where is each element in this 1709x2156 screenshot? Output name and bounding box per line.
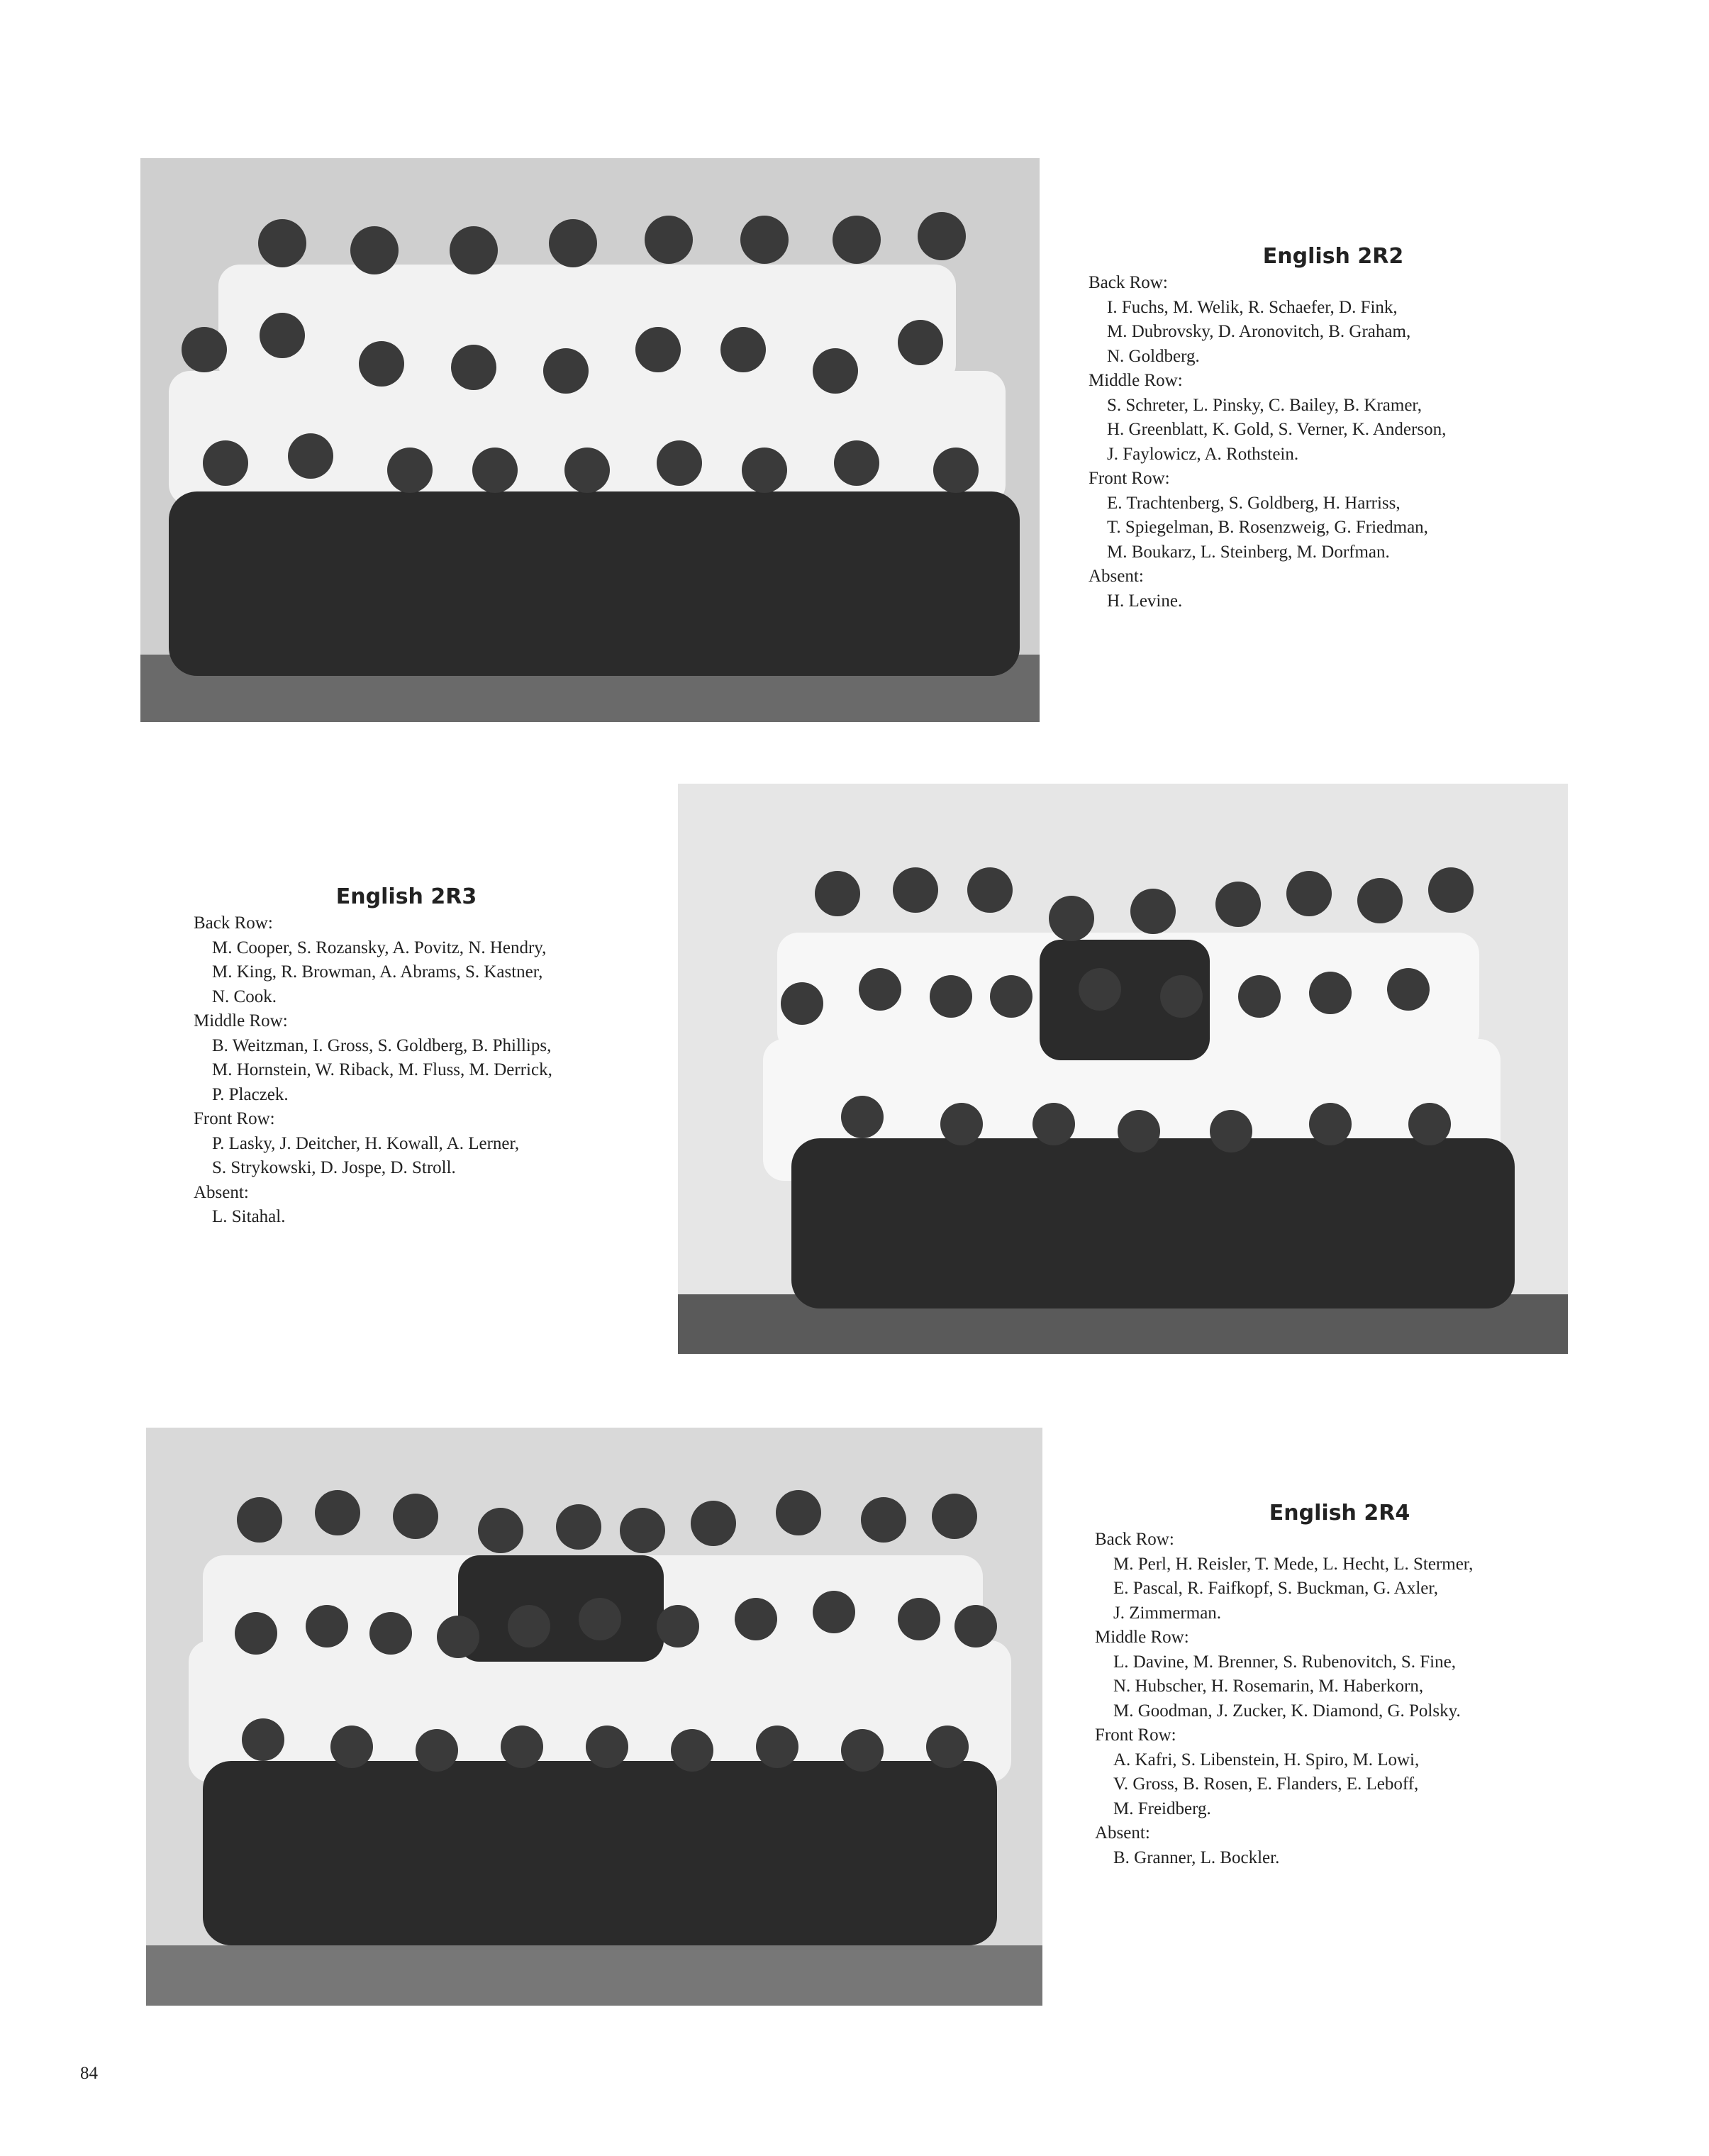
page-number: 84 <box>80 2064 98 2083</box>
back-row-label: Back Row: <box>1089 273 1168 292</box>
front-row-names-line: V. Gross, B. Rosen, E. Flanders, E. Leboff, <box>1113 1774 1419 1794</box>
middle-row-names-line: N. Hubscher, H. Rosemarin, M. Haberkorn, <box>1113 1677 1424 1696</box>
front-row-names-line: M. Freidberg. <box>1113 1799 1211 1818</box>
class-photo-2r2 <box>140 158 1040 722</box>
back-row-names-line: M. King, R. Browman, A. Abrams, S. Kastner, <box>212 962 543 982</box>
absent-names-line: H. Levine. <box>1107 591 1183 611</box>
middle-row-names-line: J. Faylowicz, A. Rothstein. <box>1107 444 1299 464</box>
back-row-names-line: M. Perl, H. Reisler, T. Mede, L. Hecht, L. Stermer, <box>1113 1554 1474 1574</box>
front-row-label: Front Row: <box>1089 469 1170 488</box>
class-photo-2r3-illustration <box>678 784 1568 1354</box>
class-photo-2r2-illustration <box>140 158 1040 722</box>
back-row-names-line: N. Goldberg. <box>1107 346 1200 366</box>
section-title: English 2R3 <box>335 884 477 909</box>
front-row-names-line: S. Strykowski, D. Jospe, D. Stroll. <box>212 1158 456 1177</box>
back-row-label: Back Row: <box>194 913 273 933</box>
section-title: English 2R2 <box>1262 244 1404 269</box>
absent-label: Absent: <box>1089 567 1144 586</box>
absent-label: Absent: <box>194 1182 249 1202</box>
middle-row-label: Middle Row: <box>1095 1628 1189 1647</box>
absent-label: Absent: <box>1095 1823 1150 1843</box>
middle-row-names-line: L. Davine, M. Brenner, S. Rubenovitch, S. Fine, <box>1113 1652 1456 1672</box>
class-photo-2r4 <box>146 1428 1042 2006</box>
front-row-names-line: M. Boukarz, L. Steinberg, M. Dorfman. <box>1107 542 1390 562</box>
back-row-names-line: M. Dubrovsky, D. Aronovitch, B. Graham, <box>1107 322 1411 341</box>
back-row-names-line: M. Cooper, S. Rozansky, A. Povitz, N. Hendry, <box>212 938 547 957</box>
caption-2r4 <box>1095 1499 1584 1870</box>
middle-row-label: Middle Row: <box>194 1011 288 1030</box>
middle-row-names-line: M. Goodman, J. Zucker, K. Diamond, G. Polsky. <box>1113 1701 1461 1721</box>
middle-row-names-line: B. Weitzman, I. Gross, S. Goldberg, B. Phillips, <box>212 1035 552 1055</box>
back-row-label: Back Row: <box>1095 1530 1174 1549</box>
absent-names-line: B. Granner, L. Bockler. <box>1113 1847 1280 1867</box>
back-row-names-line: J. Zimmerman. <box>1113 1603 1222 1623</box>
back-row-names-line: I. Fuchs, M. Welik, R. Schaefer, D. Fink, <box>1107 297 1398 317</box>
caption-2r3 <box>194 883 619 1230</box>
middle-row-names-line: H. Greenblatt, K. Gold, S. Verner, K. Anderson, <box>1107 420 1447 439</box>
caption-2r2 <box>1089 243 1578 613</box>
front-row-names-line: E. Trachtenberg, S. Goldberg, H. Harriss, <box>1107 493 1401 513</box>
middle-row-label: Middle Row: <box>1089 371 1183 390</box>
middle-row-names-line: M. Hornstein, W. Riback, M. Fluss, M. Derrick, <box>212 1060 552 1079</box>
front-row-label: Front Row: <box>1095 1726 1176 1745</box>
absent-names-line: L. Sitahal. <box>212 1207 286 1226</box>
middle-row-names-line: S. Schreter, L. Pinsky, C. Bailey, B. Kramer, <box>1107 395 1422 415</box>
section-title: English 2R4 <box>1269 1501 1410 1526</box>
class-photo-2r4-illustration <box>146 1428 1042 2006</box>
back-row-names-line: E. Pascal, R. Faifkopf, S. Buckman, G. Axler, <box>1113 1579 1438 1598</box>
front-row-names-line: T. Spiegelman, B. Rosenzweig, G. Friedman, <box>1107 518 1428 537</box>
middle-row-names-line: P. Placzek. <box>212 1084 289 1104</box>
front-row-label: Front Row: <box>194 1109 275 1128</box>
front-row-names-line: P. Lasky, J. Deitcher, H. Kowall, A. Lerner, <box>212 1133 520 1153</box>
class-photo-2r3 <box>678 784 1568 1354</box>
back-row-names-line: N. Cook. <box>212 987 277 1006</box>
front-row-names-line: A. Kafri, S. Libenstein, H. Spiro, M. Lowi, <box>1113 1750 1420 1769</box>
